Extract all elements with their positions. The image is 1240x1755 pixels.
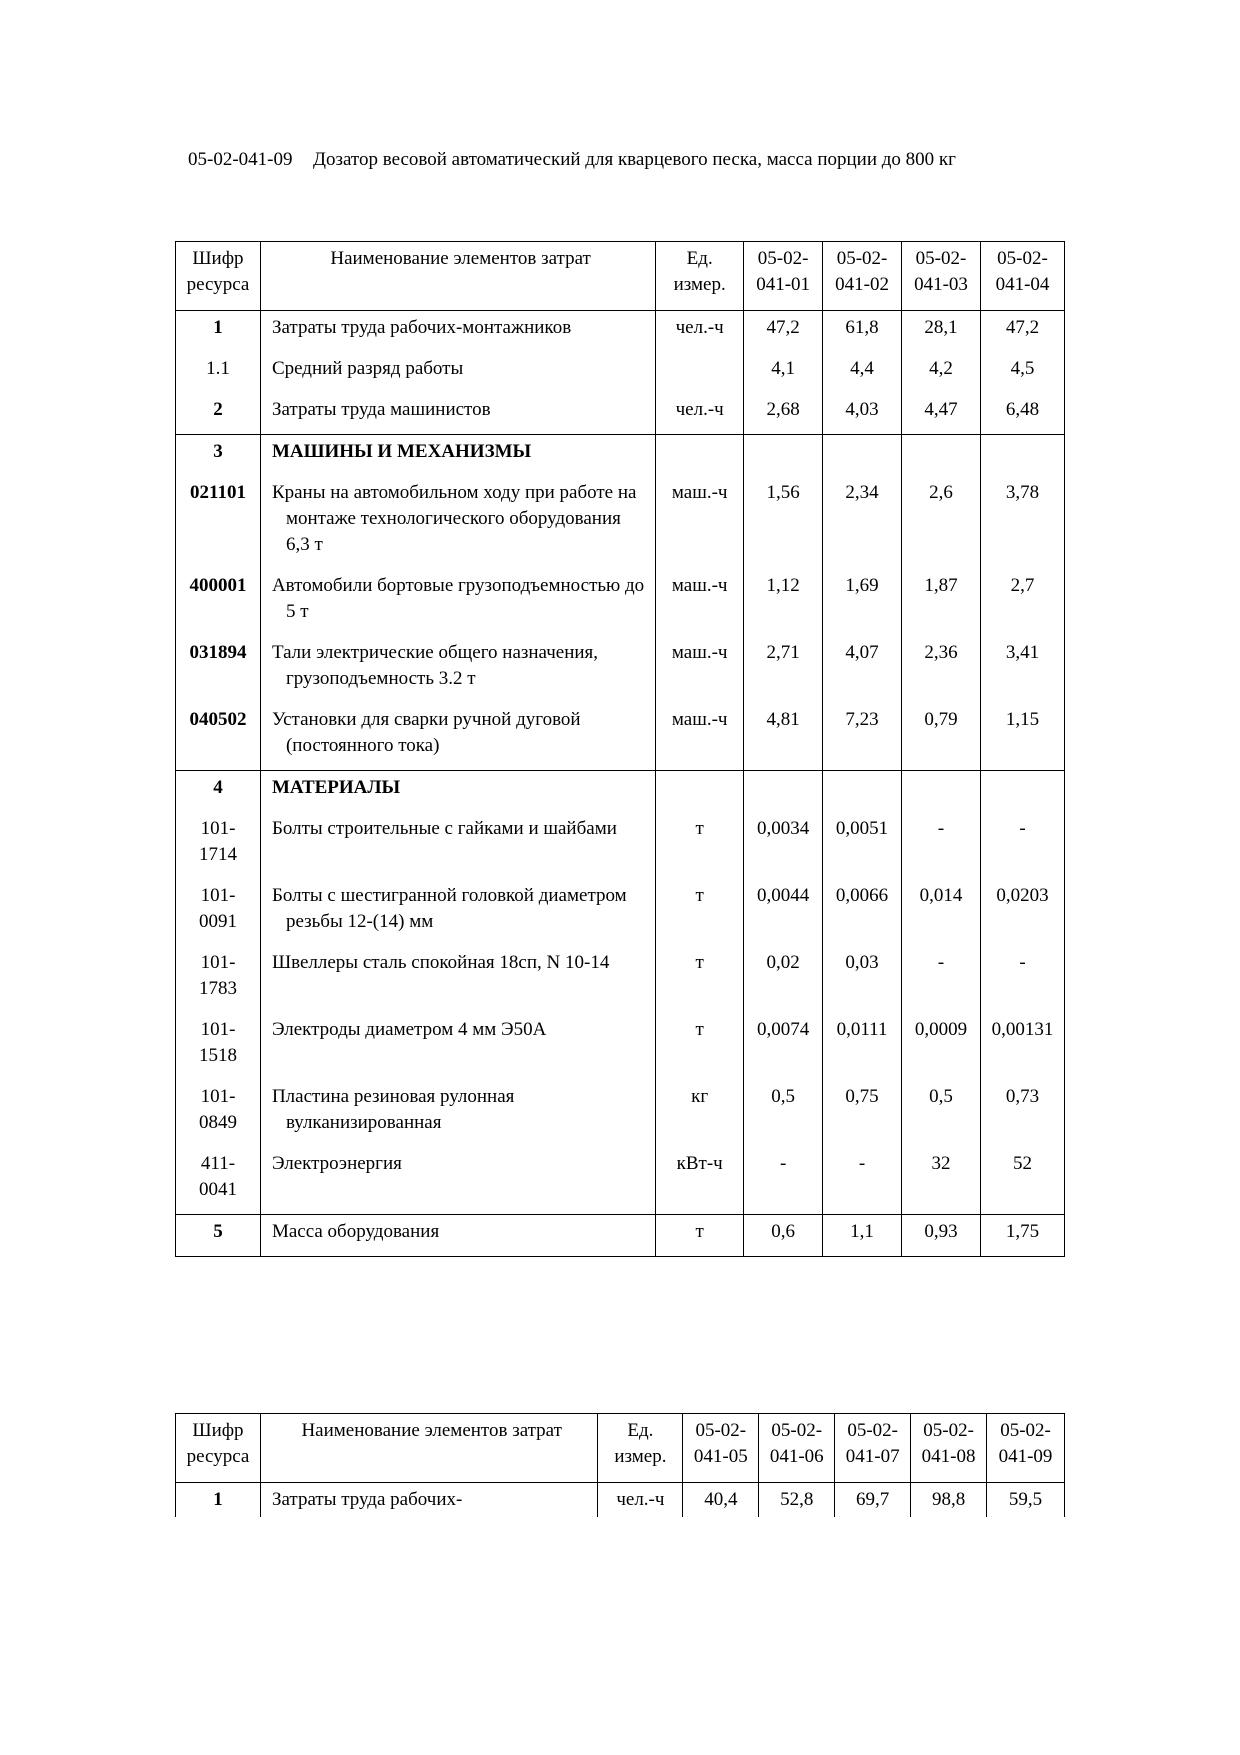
header-col-4-text: 05-02-041-08 [921,1420,976,1467]
row-value [744,393,823,435]
row-value-text: - [937,818,945,839]
table-header-row [176,242,1065,311]
row-value [980,879,1064,946]
row-name [260,352,655,393]
row-name-text: МАШИНЫ И МЕХАНИЗМЫ [271,441,532,462]
row-code-text: 1.1 [206,358,230,379]
row-value [823,636,902,703]
row-value [980,569,1064,636]
row-value-text: 47,2 [766,317,800,338]
row-code-text: 021101 [190,482,246,503]
table-row [176,946,1065,1013]
row-unit-text: чел.-ч [616,1489,665,1510]
row-value-text: - [1019,952,1026,973]
row-value [683,1483,759,1518]
row-value [823,1013,902,1080]
header-unit-text: Ед. измер. [614,1420,667,1467]
row-unit-text: чел.-ч [675,317,724,338]
row-value [744,771,823,813]
row-name [260,636,655,703]
row-name-text: Затраты труда машинистов [271,399,491,420]
row-value-text: 7,23 [845,709,879,730]
row-value-text: 1,15 [1005,709,1040,730]
row-value [902,812,981,879]
row-value [902,1080,981,1147]
row-value [980,946,1064,1013]
row-value [823,352,902,393]
row-unit [656,946,744,1013]
header-col-1 [683,1414,759,1483]
header-col-3 [902,242,981,311]
table-row [176,569,1065,636]
row-unit [656,476,744,569]
row-value-text: 1,1 [850,1221,874,1242]
row-unit [656,1147,744,1215]
table-row [176,771,1065,813]
row-value [823,393,902,435]
row-value [823,311,902,353]
row-value [980,311,1064,353]
header-col-4 [911,1414,987,1483]
row-value-text: 52 [1012,1153,1032,1174]
heading-title: Дозатор весовой автоматический для кварцевого песка, масса порции до 800 кг [313,149,956,170]
row-value-text: 4,2 [929,358,953,379]
header-unit [656,242,744,311]
row-value [980,476,1064,569]
row-value [902,393,981,435]
row-value [744,946,823,1013]
row-unit [656,771,744,813]
row-value [980,1013,1064,1080]
row-unit-text: маш.-ч [671,575,728,596]
row-unit [656,569,744,636]
row-value-text: 0,0009 [914,1019,968,1040]
header-col-3 [835,1414,911,1483]
row-value [980,636,1064,703]
row-name [260,812,655,879]
row-value [744,1147,823,1215]
table-row [176,879,1065,946]
row-name-text: Затраты труда рабочих- [271,1489,463,1510]
row-value [744,812,823,879]
row-code-text: 101-1783 [198,952,237,999]
resource-table-1 [175,241,1065,1257]
row-value [744,476,823,569]
row-name-text: Установки для сварки ручной дуговой (постоянного тока) [271,709,581,756]
row-value [902,1147,981,1215]
table-row [176,393,1065,435]
row-unit-text: т [695,1019,704,1040]
row-value [902,703,981,771]
row-name-text: Электроэнергия [271,1153,402,1174]
table-row [176,435,1065,477]
row-code-text: 400001 [189,575,247,596]
table-row [176,476,1065,569]
row-value [744,1215,823,1257]
row-name-text: Электроды диаметром 4 мм Э50А [271,1019,547,1040]
row-name-text: Автомобили бортовые грузоподъемностью до 5 т [271,575,645,622]
row-value [902,946,981,1013]
row-unit-text: чел.-ч [675,399,724,420]
row-value [823,1215,902,1257]
row-value-text: 1,12 [766,575,800,596]
row-name [260,771,655,813]
row-value [902,771,981,813]
row-value-text: 40,4 [704,1489,738,1510]
row-value-text: 52,8 [780,1489,814,1510]
row-value-text: 59,5 [1008,1489,1043,1510]
header-col-2-text: 05-02-041-06 [769,1420,824,1467]
row-code [176,771,261,813]
row-value [823,703,902,771]
row-unit-text: маш.-ч [671,642,728,663]
row-name [260,1147,655,1215]
row-value-text: 1,75 [1005,1221,1040,1242]
row-unit-text: кг [691,1086,709,1107]
row-name-text: Пластина резиновая рулонная вулканизированная [271,1086,515,1133]
row-value [823,879,902,946]
row-value-text: 0,03 [845,952,879,973]
row-code-text: 101-0091 [198,885,237,932]
header-code [176,1414,261,1483]
row-value [823,771,902,813]
resource-table-1-body [176,242,1065,1257]
header-col-4 [980,242,1064,311]
row-value-text: 1,87 [924,575,958,596]
row-value-text: 0,93 [924,1221,958,1242]
row-code [176,1483,261,1518]
row-value [744,1013,823,1080]
row-code [176,879,261,946]
row-name [260,703,655,771]
row-code [176,1013,261,1080]
row-value [744,352,823,393]
row-value-text: 47,2 [1005,317,1040,338]
row-value [902,476,981,569]
row-unit [656,636,744,703]
row-name [260,393,655,435]
row-code-text: 101-0849 [198,1086,237,1133]
row-code [176,1147,261,1215]
header-col-1-text: 05-02-041-05 [693,1420,748,1467]
header-unit [598,1414,683,1483]
row-value [744,435,823,477]
row-value [980,812,1064,879]
table-header-row [176,1414,1065,1483]
row-value-text: 4,03 [845,399,879,420]
header-col-2-text: 05-02-041-02 [835,248,889,295]
row-code [176,569,261,636]
row-code-text: 3 [213,441,223,462]
row-name-text: Средний разряд работы [271,358,464,379]
row-unit [656,1215,744,1257]
row-code-text: 2 [213,399,223,420]
header-col-2 [759,1414,835,1483]
row-code [176,636,261,703]
row-value [744,879,823,946]
row-value-text: 98,8 [931,1489,966,1510]
row-name [260,946,655,1013]
row-code [176,476,261,569]
row-unit-text: маш.-ч [671,482,728,503]
row-value-text: 4,81 [766,709,800,730]
row-value [744,569,823,636]
row-value-text: 4,47 [924,399,958,420]
header-name [260,1414,597,1483]
row-value [823,946,902,1013]
row-value [902,352,981,393]
row-code-text: 1 [213,317,223,338]
row-value [823,476,902,569]
row-value [823,569,902,636]
row-value [744,703,823,771]
table-row [176,1483,1065,1518]
row-value-text: 0,5 [929,1086,953,1107]
row-code-text: 411-0041 [198,1153,237,1200]
row-value-text: 4,5 [1010,358,1035,379]
row-code-text: 040502 [189,709,247,730]
row-code [176,1080,261,1147]
row-value [980,435,1064,477]
row-value-text: - [858,1153,866,1174]
table-row [176,703,1065,771]
row-value-text: 2,34 [845,482,879,503]
row-name [260,1483,597,1518]
row-value-text: 1,56 [766,482,800,503]
row-name-text: Затраты труда рабочих-монтажников [271,317,572,338]
row-value-text: 0,0111 [836,1019,888,1040]
row-value [823,1147,902,1215]
row-value [744,311,823,353]
row-value-text: - [937,952,945,973]
table-row [176,1080,1065,1147]
header-col-3-text: 05-02-041-03 [914,248,968,295]
row-code [176,812,261,879]
document-heading [188,149,956,171]
row-value-text: 1,69 [845,575,879,596]
row-value-text: 0,0066 [835,885,889,906]
row-value-text: 0,02 [766,952,800,973]
row-value [980,1080,1064,1147]
row-value [823,435,902,477]
row-value [980,771,1064,813]
row-unit-text: т [695,818,704,839]
resource-table-2 [175,1413,1065,1517]
row-name [260,311,655,353]
row-value-text: 0,79 [924,709,958,730]
row-value-text: 4,07 [845,642,879,663]
table-row [176,1215,1065,1257]
header-code [176,242,261,311]
header-col-3-text: 05-02-041-07 [845,1420,900,1467]
row-name [260,1080,655,1147]
row-value [902,879,981,946]
row-value-text: 4,1 [771,358,795,379]
row-value [744,1080,823,1147]
row-value-text: 0,0034 [756,818,810,839]
row-value [902,1215,981,1257]
table-row [176,812,1065,879]
row-value-text: 0,5 [771,1086,795,1107]
header-name-text: Наименование элементов затрат [330,248,591,269]
table-row [176,352,1065,393]
table-row [176,311,1065,353]
row-value-text: 2,6 [929,482,953,503]
row-name [260,1013,655,1080]
row-name-text: Болты строительные с гайками и шайбами [271,818,617,839]
row-value [902,636,981,703]
header-code-text: Шифр ресурса [186,248,250,295]
row-value [823,1080,902,1147]
header-code-text: Шифр ресурса [186,1420,250,1467]
row-value-text: 0,0203 [996,885,1049,906]
header-col-1-text: 05-02-041-01 [756,248,811,295]
row-value [980,1215,1064,1257]
row-value-text: 0,0051 [835,818,889,839]
row-value [902,311,981,353]
row-name-text: МАТЕРИАЛЫ [271,777,401,798]
row-unit [656,352,744,393]
table-row [176,636,1065,703]
row-value [744,636,823,703]
row-code [176,393,261,435]
row-unit-text: маш.-ч [671,709,728,730]
row-unit [656,703,744,771]
row-value-text: 6,48 [1005,399,1040,420]
header-col-4-text: 05-02-041-04 [995,248,1050,295]
row-code [176,352,261,393]
row-code-text: 1 [213,1489,223,1510]
row-unit [656,393,744,435]
row-value-text: - [1019,818,1026,839]
row-value-text: 0,014 [919,885,963,906]
row-value-text: 28,1 [924,317,958,338]
table-row [176,1013,1065,1080]
header-col-5-text: 05-02-041-09 [998,1420,1053,1467]
row-value [902,435,981,477]
row-value-text: 0,0044 [756,885,810,906]
row-value-text: 32 [931,1153,951,1174]
header-col-1 [744,242,823,311]
row-name [260,569,655,636]
row-value [823,812,902,879]
row-name-text: Масса оборудования [271,1221,440,1242]
row-code [176,703,261,771]
resource-table-2-body [176,1414,1065,1518]
row-value-text: 0,6 [771,1221,795,1242]
row-name-text: Краны на автомобильном ходу при работе на монтаже технологического оборудования 6,3 т [271,482,637,555]
row-name-text: Швеллеры сталь спокойная 18сп, N 10-14 [271,952,610,973]
row-value [759,1483,835,1518]
header-col-2 [823,242,902,311]
row-value-text: 0,75 [845,1086,879,1107]
row-value-text: 2,7 [1010,575,1035,596]
row-code-text: 101-1518 [198,1019,237,1066]
row-value [902,569,981,636]
header-name [260,242,655,311]
row-value [987,1483,1065,1518]
row-value-text: 61,8 [845,317,879,338]
row-value-text: 0,73 [1005,1086,1040,1107]
row-unit [656,812,744,879]
row-name-text: Болты с шестигранной головкой диаметром резьбы 12-(14) мм [271,885,627,932]
row-value [902,1013,981,1080]
row-name [260,879,655,946]
row-value-text: 69,7 [856,1489,890,1510]
header-col-5 [987,1414,1065,1483]
row-value [911,1483,987,1518]
row-value [980,1147,1064,1215]
row-value [980,393,1064,435]
row-code [176,946,261,1013]
row-value-text: 2,36 [924,642,958,663]
row-code [176,1215,261,1257]
row-unit [598,1483,683,1518]
row-name [260,476,655,569]
row-code [176,435,261,477]
row-unit [656,311,744,353]
row-code-text: 4 [213,777,223,798]
row-unit [656,1080,744,1147]
row-name [260,1215,655,1257]
row-code-text: 5 [213,1221,223,1242]
row-value [835,1483,911,1518]
row-value-text: 0,0074 [756,1019,810,1040]
row-value [980,703,1064,771]
row-code-text: 101-1714 [198,818,237,865]
row-name [260,435,655,477]
heading-code: 05-02-041-09 [188,149,293,170]
row-value-text: - [779,1153,787,1174]
row-value-text: 0,00131 [991,1019,1054,1040]
row-value-text: 3,41 [1005,642,1040,663]
row-unit-text: кВт-ч [676,1153,723,1174]
row-unit [656,435,744,477]
table-row [176,1147,1065,1215]
header-unit-text: Ед. измер. [673,248,726,295]
row-name-text: Тали электрические общего назначения, грузоподъемность 3.2 т [271,642,599,689]
row-code-text: 031894 [189,642,247,663]
row-value-text: 3,78 [1005,482,1040,503]
header-name-text: Наименование элементов затрат [301,1420,562,1441]
row-value-text: 2,68 [766,399,800,420]
row-value [980,352,1064,393]
row-unit [656,1013,744,1080]
row-unit [656,879,744,946]
row-unit-text: т [695,1221,704,1242]
row-value-text: 2,71 [766,642,800,663]
row-unit-text: т [695,952,704,973]
row-code [176,311,261,353]
row-value-text: 4,4 [850,358,874,379]
row-unit-text: т [695,885,704,906]
